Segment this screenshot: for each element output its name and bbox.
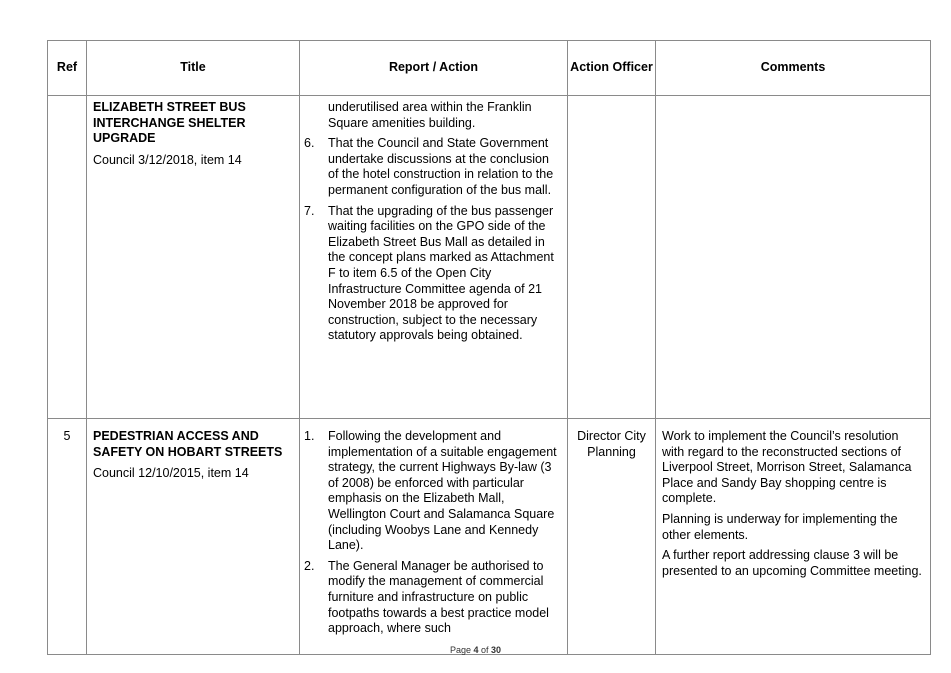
ref-cell: [48, 96, 87, 419]
page-label: Page: [449, 645, 474, 655]
header-ref: Ref: [48, 41, 87, 96]
page-of-label: of: [478, 645, 492, 655]
page-footer: [0, 645, 951, 655]
comment-paragraph: Work to implement the Council’s resolution with regard to the reconstructed sections of Liverpool Street, Morrison Street, Salamanca Place and Sandy Bay shopping centre is complete.: [662, 429, 912, 506]
item-title: PEDESTRIAN ACCESS AND SAFETY ON HOBART STREETS: [93, 429, 283, 459]
continued-text: underutilised area within the Franklin Square amenities building.: [328, 100, 532, 130]
list-item: [304, 559, 561, 637]
action-officer-cell: [568, 96, 656, 419]
meeting-reference: Council 12/10/2015, item 14: [93, 466, 249, 481]
resolution-list: [304, 136, 561, 344]
list-item: [304, 429, 561, 554]
item-title: ELIZABETH STREET BUS INTERCHANGE SHELTER UPGRADE: [93, 100, 246, 146]
table-row: [48, 419, 931, 655]
title-cell: [87, 96, 300, 419]
resolution-list: [304, 429, 561, 637]
page-number: 4: [473, 645, 479, 655]
action-table: [47, 40, 931, 655]
page-total: 30: [491, 645, 502, 655]
item-number: 7.: [304, 203, 315, 218]
item-number: 1.: [304, 429, 315, 443]
list-item: [304, 136, 561, 198]
item-text: That the Council and State Government undertake discussions at the conclusion of the hotel construction in relation to the permanent configuration of the bus mall.: [328, 136, 554, 197]
meeting-reference: Council 3/12/2018, item 14: [93, 152, 242, 167]
ref-cell: 5: [48, 419, 87, 655]
header-row: [48, 41, 931, 96]
table-row: [48, 96, 931, 419]
comment-paragraph: A further report addressing clause 3 will be presented to an upcoming Committee meeting.: [662, 548, 922, 578]
header-action-officer: Action Officer: [568, 41, 656, 96]
item-text: That the upgrading of the bus passenger waiting facilities on the GPO side of the Elizabeth Street Bus Mall as detailed in the concept plans marked as Attachment F to item 6.5 of the Open City Infrastructure Committee agenda of 21 November 2018 be approved for construction, subject to the necessary statutory approvals being obtained.: [328, 203, 554, 343]
item-number: 2.: [304, 558, 315, 573]
action-officer-cell: Director City Planning: [568, 419, 656, 655]
title-cell: [87, 419, 300, 655]
list-item: [304, 204, 561, 344]
header-comments: Comments: [656, 41, 931, 96]
item-number: 6.: [304, 136, 315, 151]
comments-cell: [656, 419, 931, 655]
header-title: Title: [87, 41, 300, 96]
item-text: The General Manager be authorised to modify the management of commercial furniture and infrastructure on public footpaths towards a best practice model approach, where such: [328, 558, 549, 636]
header-report-action: Report / Action: [300, 41, 568, 96]
item-text: Following the development and implementation of a suitable engagement strategy, the current Highways By-law (3 of 2008) be enforced with particular emphasis on the Elizabeth Mall, Wellington Court and Salamanca Square (including Woobys Lane and Kennedy Lane).: [328, 429, 557, 553]
report-action-cell: [300, 419, 568, 655]
report-action-cell: [300, 96, 568, 419]
comment-paragraph: Planning is underway for implementing the other elements.: [662, 511, 898, 542]
comments-cell: [656, 96, 931, 419]
